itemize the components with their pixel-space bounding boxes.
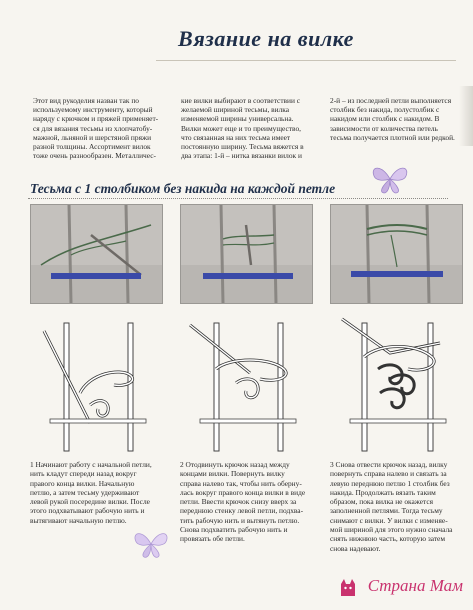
intro-line: ся для вязания тесьмы из хлопчатобу- (33, 123, 153, 133)
step-line: петли. Ввести крючок снизу вверх за (180, 497, 297, 507)
step-line: нить кладут спереди назад вокруг (30, 469, 137, 479)
intro-line: разной толщины. Ассортимент вилок (33, 142, 151, 152)
intro-column-1 (33, 96, 161, 160)
intro-line: 2-й – из последней петли выполняется (330, 96, 452, 105)
step-line: петлю, а затем тесьму удерживают (30, 487, 140, 497)
intro-line: столбик без накида, полустолбик с (330, 105, 440, 115)
intro-line: тесьма получается плотной или редкой. (330, 132, 455, 142)
brand-watermark: Страна Мам (367, 576, 463, 595)
title-rule (156, 60, 456, 61)
step-line: 3 Снова отвести крючок назад, вилку (330, 460, 448, 469)
intro-line: два этапа: 1-й – нитка вязанки вилок и (181, 151, 302, 161)
step-diagram-1 (30, 313, 161, 453)
step-line: лась вокруг правого конца вилки в виде (180, 487, 306, 497)
step-3-text (330, 460, 465, 553)
cat-logo-icon (337, 576, 359, 598)
step-line: накида. Продолжать вязать таким (330, 487, 436, 497)
step-line: правого конца вилки. Начальную (30, 478, 135, 488)
step-line: этого подхватывают рабочую нить и (30, 506, 145, 516)
step-diagram-3 (330, 313, 461, 453)
intro-line: желаемой шириной тесьмы, вилка (181, 105, 290, 115)
section-title: Тесьма с 1 столбиком без накида на каждой петле (30, 181, 336, 196)
step-line: левую переднюю петлю 1 столбик без (330, 478, 450, 488)
step-line: концами вилки. Повернуть вилку (180, 469, 285, 479)
step-1-text (30, 460, 165, 525)
step-photo-3 (330, 204, 463, 304)
step-line: снимают с вилки. У вилки с изменяе- (330, 515, 448, 525)
section-divider (28, 198, 448, 200)
step-line: 2 Отодвинуть крючок назад между (180, 460, 290, 469)
intro-line: постоянную ширину. Тесьма вяжется в (181, 142, 304, 152)
butterfly-icon (368, 162, 412, 196)
step-line: повернуть справа налево и связать за (330, 469, 447, 479)
step-line: 1 Начинают работу с начальной петли, (30, 460, 152, 469)
step-line: Снова подхватить рабочую нить и (180, 525, 288, 535)
step-line: переднюю стенку левой петли, подхва- (180, 506, 304, 516)
step-line: справа налево так, чтобы нить оберну- (180, 478, 302, 488)
page-title: Вязание на вилке (178, 26, 354, 51)
intro-line: тоже очень разнообразен. Металличес- (33, 151, 156, 161)
step-diagram-2 (180, 313, 311, 453)
step-line: провязать обе петли. (180, 534, 245, 544)
intro-line: зависимости от количества петель (330, 123, 438, 133)
intro-line: используемому инструменту, который (33, 105, 153, 115)
butterfly-icon (130, 527, 172, 561)
intro-line: Этот вид рукоделия назван так по (33, 96, 139, 105)
step-line: снять нижнюю часть, которую затем (330, 534, 446, 544)
intro-line: кие вилки выбирают в соответствии с (181, 96, 301, 105)
intro-column-3 (330, 96, 465, 142)
step-photo-1 (30, 204, 163, 304)
intro-line: наряду с крючком и пряжей применяет- (33, 114, 159, 124)
step-photo-2 (180, 204, 313, 304)
intro-line: мажной, льняной и шерстяной пряжи (33, 132, 152, 142)
step-line: снова надевают. (330, 543, 381, 553)
intro-line: что связанная на них тесьма имеет (181, 132, 291, 142)
intro-column-2 (181, 96, 311, 160)
step-line: заполненной петлями. Тогда тесьму (330, 506, 443, 516)
intro-line: изменяемой ширины универсальна. (181, 114, 294, 124)
step-2-text (180, 460, 318, 544)
intro-line: накидом или столбик с накидом. В (330, 114, 440, 124)
step-line: вытягивают начальную петлю. (30, 515, 127, 525)
step-line: образом, пока вилка не окажется (330, 497, 434, 507)
intro-line: Вилки может еще и то преимущество, (181, 123, 302, 133)
step-line: мой шириной для этого нужно сначала (330, 525, 453, 535)
step-line: тить рабочую нить и вытянуть петлю. (180, 515, 300, 525)
step-line: левой рукой посередине вилки. После (30, 497, 150, 507)
